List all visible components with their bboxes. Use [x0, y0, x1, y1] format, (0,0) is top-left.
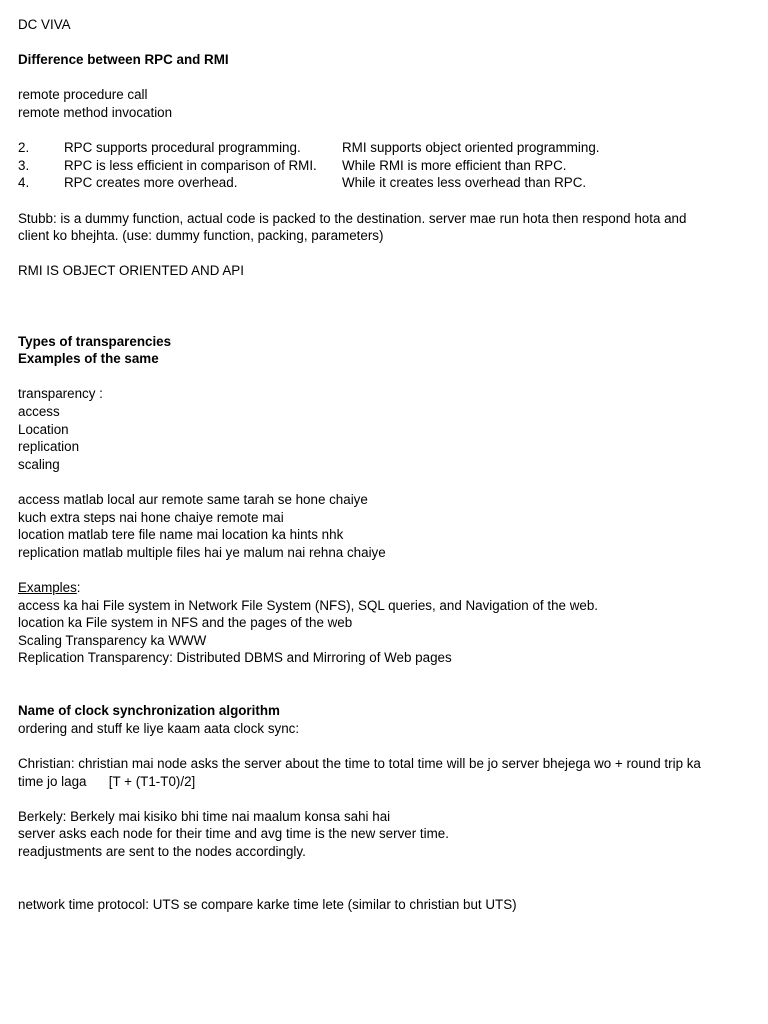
rpc-full-form: remote procedure call: [18, 87, 148, 103]
row-number: 4.: [18, 175, 30, 191]
examples-label-line: [18, 579, 750, 597]
example-item: access ka hai File system in Network File System (NFS), SQL queries, and Navigation of the web.: [18, 597, 598, 613]
rpc-point: RPC creates more overhead.: [64, 175, 238, 191]
clock-sync-intro: ordering and stuff ke liye kaam aata clock sync:: [18, 720, 300, 736]
transparency-explanation: location matlab tere file name mai location ka hints nhk: [18, 527, 344, 543]
example-item: Replication Transparency: Distributed DBMS and Mirroring of Web pages: [18, 650, 452, 666]
spacer: [18, 561, 750, 579]
row-number: 2.: [18, 140, 30, 156]
stub-description-line1: Stubb: is a dummy function, actual code is packed to the destination. server mae run hota then respond hota and: [18, 210, 687, 226]
spacer: [18, 122, 750, 140]
spacer: [18, 861, 750, 879]
berkely-line: readjustments are sent to the nodes accordingly.: [18, 843, 306, 859]
transparency-explanation: replication matlab multiple files hai ye malum nai rehna chaiye: [18, 544, 386, 560]
spacer: [18, 298, 750, 316]
christian-line1: Christian: christian mai node asks the server about the time to total time will be jo server bhejega wo + round trip ka: [18, 755, 701, 771]
examples-colon: :: [76, 580, 81, 595]
berkely-line: Berkely: Berkely mai kisiko bhi time nai maalum konsa sahi hai: [18, 808, 391, 824]
transparency-type: Location: [18, 421, 69, 437]
spacer: [18, 685, 750, 703]
stub-description-line2: client ko bhejhta. (use: dummy function, packing, parameters): [18, 228, 384, 244]
christian-line2: time jo laga [T + (T1-T0)/2]: [18, 773, 196, 789]
clock-sync-heading: Name of clock synchronization algorithm: [18, 703, 280, 719]
spacer: [18, 280, 750, 298]
comparison-row: [18, 139, 750, 157]
rmi-full-form: remote method invocation: [18, 104, 173, 120]
transparency-type: replication: [18, 439, 80, 455]
spacer: [18, 192, 750, 210]
comparison-row: [18, 174, 750, 192]
row-number: 3.: [18, 157, 30, 173]
transparency-list-title: transparency :: [18, 386, 103, 402]
spacer: [18, 473, 750, 491]
spacer: [18, 69, 750, 87]
examples-label: Examples: [18, 580, 77, 595]
rmi-note: RMI IS OBJECT ORIENTED AND API: [18, 263, 244, 279]
spacer: [18, 737, 750, 755]
spacer: [18, 315, 750, 333]
berkely-line: server asks each node for their time and avg time is the new server time.: [18, 826, 449, 842]
spacer: [18, 245, 750, 263]
spacer: [18, 667, 750, 685]
comparison-row: [18, 157, 750, 175]
document-title: DC VIVA: [18, 17, 71, 32]
examples-heading: Examples of the same: [18, 351, 159, 367]
rmi-point: While it creates less overhead than RPC.: [342, 175, 587, 191]
rpc-point: RPC supports procedural programming.: [64, 140, 301, 156]
spacer: [18, 34, 750, 52]
spacer: [18, 790, 750, 808]
rmi-point: RMI supports object oriented programming.: [342, 140, 600, 156]
rpc-rmi-heading: Difference between RPC and RMI: [18, 52, 229, 68]
example-item: location ka File system in NFS and the pages of the web: [18, 615, 353, 631]
rpc-point: RPC is less efficient in comparison of RMI.: [64, 157, 317, 173]
transparency-type: scaling: [18, 456, 60, 472]
transparency-explanation: kuch extra steps nai hone chaiye remote mai: [18, 509, 284, 525]
transparencies-heading: Types of transparencies: [18, 333, 172, 349]
rmi-point: While RMI is more efficient than RPC.: [342, 157, 567, 173]
spacer: [18, 368, 750, 386]
spacer: [18, 878, 750, 896]
ntp-line: network time protocol: UTS se compare karke time lete (similar to christian but UTS): [18, 896, 517, 912]
example-item: Scaling Transparency ka WWW: [18, 632, 207, 648]
transparency-type: access: [18, 404, 60, 420]
transparency-explanation: access matlab local aur remote same tarah se hone chaiye: [18, 492, 368, 508]
